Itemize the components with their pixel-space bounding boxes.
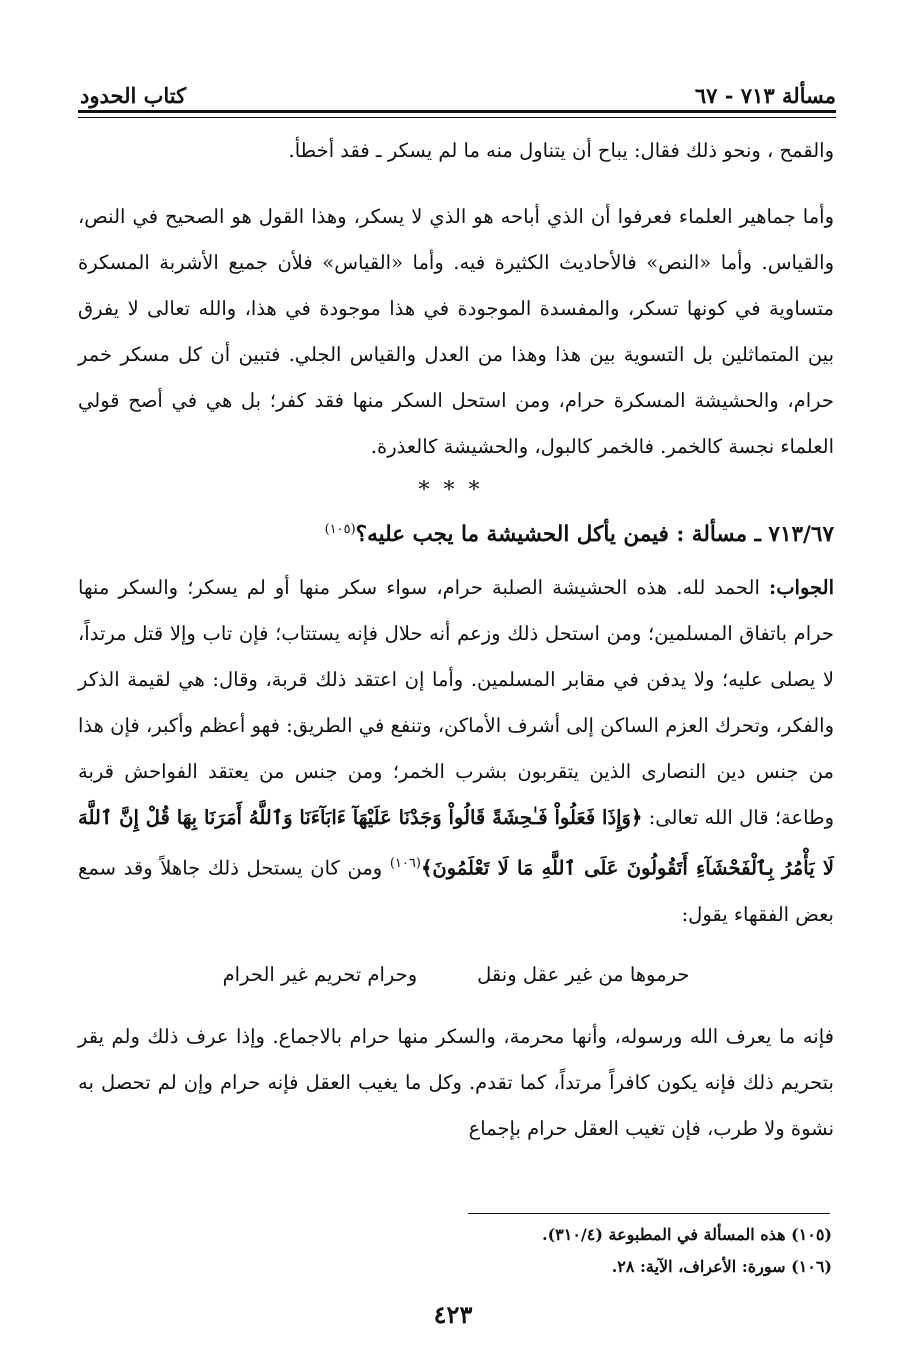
poetry-verse: [78, 952, 834, 998]
answer-text-b: ومن كان يستحل ذلك جاهلاً وقد سمع بعض الفقهاء يقول:: [78, 856, 834, 926]
issue-heading-text: ٧١٣/٦٧ ـ مسألة : فيمن يأكل الحشيشة ما يجب عليه؟: [355, 522, 834, 548]
footnote-ref-105: (١٠٥): [324, 522, 356, 537]
paragraph-1: والقمح ، ونحو ذلك فقال: يباح أن يتناول منه ما لم يسكر ـ فقد أخطأ.: [288, 139, 834, 162]
main-text: [78, 128, 834, 1152]
issue-heading: [78, 508, 834, 557]
section-separator: ***: [418, 478, 494, 503]
answer-text-a: الحمد لله. هذه الحشيشة الصلبة حرام، سواء سكر منها أو لم يسكر؛ والسكر منها حرام باتفاق المسلمين؛ ومن استحل ذلك وزعم أنه حلال فإنه يستتاب؛ فإن تاب وإلا قتل مرتداً، لا يصلى عليه؛ ولا يدفن في مقابر المسلمين. وأما إن اعتقد ذلك قربة، وقال: هي لقيمة الذكر والفكر، وتحرك العزم الساكن إلى أشرف الأماكن، وتنفع في الطريق: فهو أعظم وأكبر، فإن هذا من جنس دين النصارى الذين يتقربون بشرب الخمر؛ ومن جنس من يعتقد الفواحش قربة وطاعة؛ قال الله تعالى:: [78, 576, 834, 830]
header-book-title: كتاب الحدود: [80, 83, 187, 108]
running-header: [80, 68, 836, 108]
header-issue-number: مسألة ٧١٣ - ٦٧: [694, 83, 836, 108]
page-number: ٤٢٣: [433, 1300, 473, 1329]
answer-paragraph: [78, 565, 834, 938]
header-rule-thin: [78, 117, 836, 118]
header-rule-thick: [78, 110, 836, 113]
paragraph-2: وأما جماهير العلماء فعرفوا أن الذي أباحه هو الذي لا يسكر، وهذا القول هو الصحيح في النص، والقياس. وأما «النص» فالأحاديث الكثيرة فيه. وأما «القياس» فلأن جميع الأشربة المسكرة متساوية في كونها تسكر، والمفسدة الموجودة في هذا موجودة في هذا، والله تعالى لا يفرق بين المتماثلين بل التسوية بين هذا وهذا من العدل والقياس الجلي. فتبين أن كل مسكر خمر حرام، والحشيشة المسكرة حرام، ومن استحل السكر منها فقد كفر؛ بل هي في أصح قولي العلماء نجسة كالخمر. فالخمر كالبول، والحشيشة كالعذرة.: [78, 205, 834, 458]
verse-first-hemistich: حرموها من غير عقل ونقل: [477, 962, 690, 986]
verse-second-hemistich: وحرام تحريم غير الحرام: [222, 962, 418, 986]
quran-verse: ﴿وَإِذَا فَعَلُواْ فَـٰحِشَةً قَالُواْ وَجَدْنَا عَلَيْهَآ ءَابَآءَنَا وَٱللَّهُ أَمَرَنَا بِهَا قُلْ إِنَّ ٱللَّهَ لَا يَأْمُرُ بِٱلْفَحْشَآءِ أَتَقُولُونَ عَلَى ٱللَّهِ مَا لَا تَعْلَمُونَ﴾: [78, 806, 834, 880]
answer-label: الجواب:: [769, 576, 834, 600]
footnote-rule: [468, 1213, 830, 1214]
footnote-ref-106: (١٠٦): [389, 856, 421, 872]
footnote-105: (١٠٥) هذه المسألة في المطبوعة (٣١٠/٤).: [542, 1225, 832, 1244]
footnote-106: (١٠٦) سورة: الأعراف، الآية: ٢٨.: [611, 1257, 832, 1276]
paragraph-4: فإنه ما يعرف الله ورسوله، وأنها محرمة، والسكر منها حرام بالاجماع. وإذا عرف ذلك ولم يقر بتحريم ذلك فإنه يكون كافراً مرتداً، كما تقدم. وكل ما يغيب العقل فإنه حرام وإن لم تحصل به نشوة ولا طرب، فإن تغيب العقل حرام بإجماع: [78, 1024, 834, 1140]
footnotes: [80, 1219, 832, 1283]
